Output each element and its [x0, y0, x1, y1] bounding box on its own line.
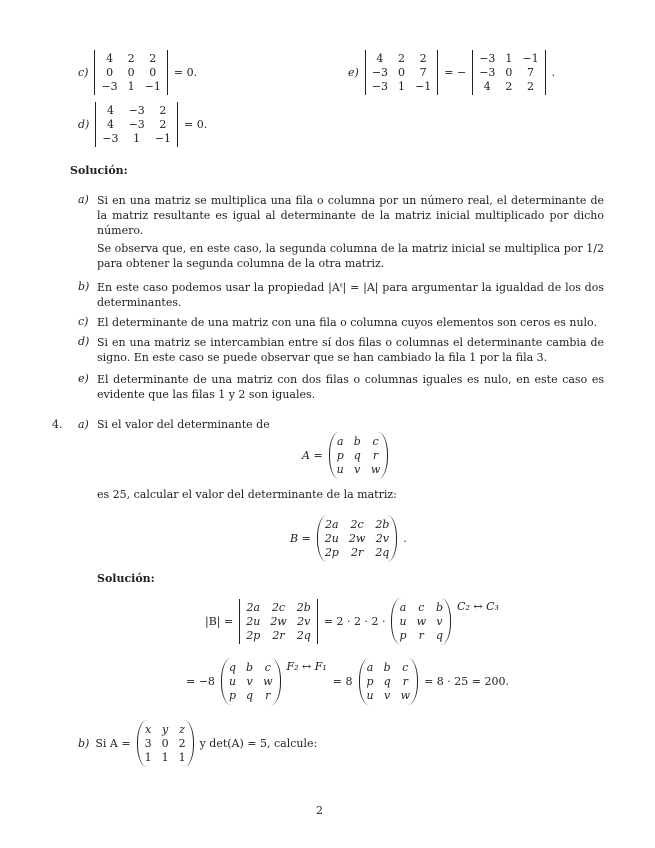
matrix-e-left-cell: −3	[371, 66, 389, 79]
solution-e-text: El determinante de una matriz con dos filas o columnas iguales es nulo, en este caso es evidente que las filas 1 y 2 son iguales.	[97, 373, 604, 401]
matrix-c-cell: 0	[106, 66, 114, 79]
problem4-b-pre: Si A =	[95, 737, 131, 750]
matrix-A-cell: b	[353, 435, 361, 448]
matrix-c-cell: 2	[127, 52, 135, 65]
matrix-bA-cell: 1	[161, 751, 169, 764]
matrix-M1-cell: u	[399, 615, 407, 628]
matrix-M1-cell: p	[399, 629, 407, 642]
matrix-e-right-cell: 0	[505, 66, 513, 79]
matrix-e-right-cell: 7	[527, 66, 535, 79]
solution-c-text: El determinante de una matriz con una fila o columna cuyos elementos son ceros es nulo.	[97, 316, 597, 329]
exercise-c	[78, 50, 197, 95]
matrix-M1-cell: a	[399, 601, 407, 614]
problem4-b-post: y det(A) = 5, calcule:	[199, 737, 318, 750]
solution-a	[78, 193, 604, 271]
matrix-e-right-cell: 1	[505, 52, 513, 65]
solution-d-label: d)	[78, 335, 90, 348]
matrix-e-right-cell: −3	[479, 52, 496, 65]
matrix-M1-cell: v	[436, 615, 443, 628]
matrix-detB-cell: 2r	[272, 629, 285, 642]
matrix-B-cell: 2c	[350, 518, 364, 531]
matrix-B-end: .	[403, 532, 407, 545]
solution-b-label: b)	[78, 280, 90, 293]
page-number: 2	[316, 804, 323, 817]
matrix-M3	[359, 658, 419, 705]
matrix-M2-cell: v	[246, 675, 253, 688]
matrix-M2-cell: u	[228, 675, 237, 688]
step2-text: = −8	[186, 675, 215, 688]
matrix-B-cell: 2b	[375, 518, 390, 531]
matrix-c-cell: −3	[101, 80, 118, 93]
matrix-c-cell: 1	[127, 80, 135, 93]
matrix-B-cell: 2p	[324, 546, 339, 559]
matrix-e-right-cell: −3	[479, 66, 496, 79]
problem4-a-text2: es 25, calcular el valor del determinante de la matriz:	[97, 488, 397, 501]
step-line-2	[186, 658, 509, 705]
matrix-bA-cell: 2	[178, 737, 186, 750]
matrix-e-right-cell: −1	[522, 52, 539, 65]
matrix-d-cell: 4	[106, 118, 114, 131]
matrix-e-left-cell: 7	[419, 66, 427, 79]
matrix-B-cell: 2r	[350, 546, 364, 559]
matrix-A-cell: r	[372, 449, 379, 462]
matrix-e-right	[472, 50, 545, 95]
matrix-bA-cell: 1	[144, 751, 152, 764]
solution-c-label: c)	[78, 315, 89, 328]
matrix-B-equation	[290, 515, 407, 562]
column-swap-op: C₂ ↔ C₃	[457, 600, 499, 613]
matrix-M2	[221, 658, 281, 705]
matrix-d-cell: 1	[133, 132, 141, 145]
problem-number: 4.	[52, 418, 63, 431]
matrix-bA-cell: 3	[144, 737, 152, 750]
matrix-B-cell: 2u	[324, 532, 339, 545]
matrix-e-left-cell: −1	[415, 80, 432, 93]
solution-heading: Solución:	[70, 164, 128, 177]
matrix-M1	[391, 598, 451, 645]
matrix-detB-cell: 2u	[246, 615, 261, 628]
problem4-a-text: Si el valor del determinante de	[97, 418, 270, 431]
matrix-e-left-cell: −3	[371, 80, 389, 93]
problem4-b-label: b)	[78, 737, 90, 750]
matrix-d-cell: −3	[128, 118, 145, 131]
matrix-M3-cell: a	[366, 661, 374, 674]
matrix-M1-cell: q	[435, 629, 444, 642]
step3-text: = 8	[332, 675, 353, 688]
matrix-d-cell: 2	[159, 104, 167, 117]
matrix-M2-cell: p	[228, 689, 236, 702]
matrix-bA-cell: 1	[178, 751, 186, 764]
matrix-M3-cell: c	[402, 661, 409, 674]
matrix-B	[317, 515, 398, 562]
matrix-A-cell: c	[372, 435, 379, 448]
matrix-M2-cell: q	[228, 661, 236, 674]
matrix-e-left-cell: 1	[398, 80, 406, 93]
solution-e	[78, 372, 604, 402]
matrix-detB-cell: 2c	[271, 601, 286, 614]
matrix-detB-cell: 2b	[296, 601, 311, 614]
matrix-d-cell: 4	[106, 104, 114, 117]
matrix-c	[94, 50, 167, 95]
matrix-d	[95, 102, 178, 147]
matrix-e-left-cell: 2	[398, 52, 406, 65]
matrix-M1-cell: w	[416, 615, 426, 628]
matrix-M3-cell: u	[366, 689, 374, 702]
matrix-d-cell: −3	[102, 132, 119, 145]
solution-d-text: Si en una matriz se intercambian entre sí dos filas o columnas el determinante cambia de signo. En este caso se puede observar que se han cambiado la fila 1 por la fila 3.	[97, 336, 604, 364]
exercise-d-label: d)	[78, 118, 90, 131]
matrix-c-cell: 0	[149, 66, 157, 79]
detB-name: |B| =	[205, 615, 234, 628]
matrix-detB-cell: 2a	[246, 601, 261, 614]
matrix-M3-cell: q	[383, 675, 391, 688]
matrix-d-cell: −3	[128, 104, 145, 117]
matrix-bA-cell: 0	[161, 737, 169, 750]
matrix-M1-cell: c	[418, 601, 425, 614]
matrix-M2-cell: b	[246, 661, 254, 674]
matrix-A-cell: a	[336, 435, 344, 448]
matrix-B-cell: 2v	[375, 532, 389, 545]
solution-c	[78, 315, 604, 330]
matrix-detB	[239, 599, 318, 644]
solution-a-label: a)	[78, 193, 89, 206]
matrix-d-cell: 2	[159, 118, 167, 131]
matrix-e-left	[365, 50, 438, 95]
solution-a-text2: Se observa que, en este caso, la segunda columna de la matriz inicial se multiplica por 1/2 para obtener la segunda columna de la otra matriz.	[97, 242, 604, 270]
matrix-B-cell: 2a	[325, 518, 339, 531]
exercise-c-label: c)	[78, 66, 89, 79]
matrix-M3-cell: p	[366, 675, 374, 688]
matrix-M2-cell: q	[246, 689, 254, 702]
detB-line	[205, 598, 499, 645]
exercise-d-result: = 0.	[184, 118, 208, 131]
matrix-c-cell: 4	[106, 52, 114, 65]
matrix-bA	[137, 720, 194, 767]
matrix-c-cell: 2	[149, 52, 157, 65]
problem4-b	[78, 720, 317, 767]
solution-e-label: e)	[78, 372, 89, 385]
matrix-e-right-cell: 2	[527, 80, 535, 93]
matrix-e-left-cell: 0	[398, 66, 406, 79]
exercise-e-eq: = −	[444, 66, 467, 79]
matrix-M1-cell: r	[418, 629, 424, 642]
matrix-M3-cell: r	[402, 675, 408, 688]
matrix-M2-cell: r	[265, 689, 271, 702]
row-swap-op: F₂ ↔ F₁	[286, 660, 327, 673]
matrix-A-cell: v	[354, 463, 361, 476]
matrix-e-left-cell: 4	[376, 52, 384, 65]
matrix-M3-cell: b	[383, 661, 391, 674]
matrix-M3-cell: v	[384, 689, 391, 702]
matrix-e-left-cell: 2	[419, 52, 427, 65]
solution-b	[78, 280, 604, 310]
final-result: = 8 · 25 = 200.	[424, 675, 509, 688]
matrix-detB-cell: 2q	[296, 629, 311, 642]
matrix-e-right-cell: 4	[483, 80, 491, 93]
matrix-e-right-cell: 2	[505, 80, 513, 93]
step1-text: = 2 · 2 · 2 ·	[323, 615, 386, 628]
exercise-d	[78, 102, 207, 147]
matrix-M2-cell: w	[263, 675, 273, 688]
matrix-detB-cell: 2w	[270, 615, 287, 628]
matrix-A-cell: q	[353, 449, 361, 462]
solution-b-text: En este caso podemos usar la propiedad |Aᵗ| = |A| para argumentar la igualdad de los dos determinantes.	[97, 281, 604, 309]
exercise-e-end: .	[551, 66, 556, 79]
matrix-bA-cell: x	[144, 723, 152, 736]
matrix-detB-cell: 2v	[297, 615, 311, 628]
matrix-M2-cell: c	[264, 661, 271, 674]
exercise-e	[348, 50, 555, 95]
exercise-c-result: = 0.	[173, 66, 198, 79]
matrix-B-cell: 2w	[348, 532, 366, 545]
problem4-a-label: a)	[78, 418, 89, 431]
matrix-bA-cell: z	[179, 723, 185, 736]
matrix-A-name: A =	[302, 449, 323, 462]
solution-d	[78, 335, 604, 365]
matrix-M1-cell: b	[435, 601, 444, 614]
matrix-A-equation	[302, 432, 388, 479]
matrix-B-cell: 2q	[375, 546, 390, 559]
problem4-solution-heading: Solución:	[97, 572, 155, 585]
exercise-e-label: e)	[348, 66, 359, 79]
matrix-A-cell: p	[336, 449, 344, 462]
matrix-A	[329, 432, 389, 479]
matrix-detB-cell: 2p	[246, 629, 261, 642]
matrix-d-cell: −1	[154, 132, 171, 145]
matrix-M3-cell: w	[400, 689, 411, 702]
matrix-c-cell: −1	[144, 80, 161, 93]
matrix-A-cell: w	[370, 463, 381, 476]
matrix-A-cell: u	[336, 463, 344, 476]
matrix-B-name: B =	[290, 532, 311, 545]
matrix-c-cell: 0	[127, 66, 135, 79]
solution-a-text: Si en una matriz se multiplica una fila o columna por un número real, el determinante de la matriz resultante es igual al determinante de la matriz inicial multiplicado por dicho número.	[97, 194, 604, 237]
matrix-bA-cell: y	[161, 723, 169, 736]
